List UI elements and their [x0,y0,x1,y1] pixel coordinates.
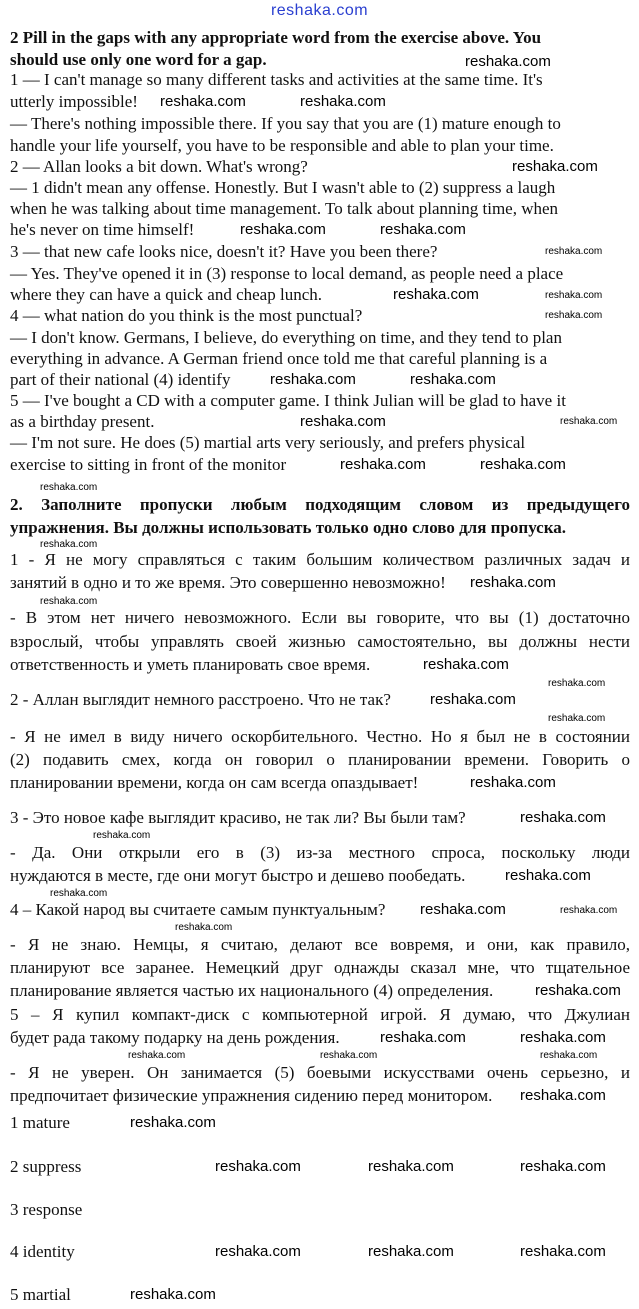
answer-item: 3 response [10,1200,83,1219]
watermark: reshaka.com [470,574,556,591]
text-line-en: — There's nothing impossible there. If you say that you are (1) mature enough to [10,114,561,133]
watermark: reshaka.com [535,982,621,999]
text-line-en: — 1 didn't mean any offense. Honestly. But I wasn't able to (2) suppress a laugh [10,178,556,197]
text-line-ru: занятий в одно и то же время. Это совершенно невозможно! [10,573,446,592]
text-line-ru: планируют все заранее. Немецкий друг однажды сказал мне, что тщательное [10,958,630,977]
text-line-en: exercise to sitting in front of the monitor [10,455,287,474]
text-line-ru: 1 - Я не могу справляться с таким большим количеством различных задач и [10,550,630,569]
text-line-en: — I don't know. Germans, I believe, do everything on time, and they tend to plan [10,328,562,347]
text-line-ru: нуждаются в месте, где они могут быстро и дешево пообедать. [10,866,466,885]
watermark: reshaka.com [130,1114,216,1131]
watermark: reshaka.com [545,246,603,257]
watermark: reshaka.com [393,286,479,303]
text-line-en: 1 — I can't manage so many different tasks and activities at the same time. It's [10,70,543,89]
text-line-ru: - Я не знаю. Немцы, я считаю, делают все вовремя, и они, как правило, [10,935,630,954]
text-line-en: everything in advance. A German friend once told me that careful planning is a [10,349,548,368]
text-line-en: 3 — that new cafe looks nice, doesn't it? Have you been there? [10,242,438,261]
exercise-title-en: 2 Pill in the gaps with any appropriate word from the exercise above. You [10,28,542,47]
exercise-title-ru: упражнения. Вы должны использовать только одно слово для пропуска. [10,518,567,537]
text-line-en: part of their national (4) identify [10,370,231,389]
watermark: reshaka.com [368,1243,454,1260]
watermark: reshaka.com [40,596,98,607]
exercise-title-ru: 2. Заполните пропуски любым подходящим словом из предыдущего [10,495,630,514]
header-watermark: reshaka.com [270,2,369,19]
text-line-ru: планирование является частью их национального (4) определения. [10,981,494,1000]
text-line-ru: 5 – Я купил компакт-диск с компьютерной игрой. Я думаю, что Джулиан [10,1005,630,1024]
watermark: reshaka.com [430,691,516,708]
watermark: reshaka.com [340,456,426,473]
watermark: reshaka.com [380,221,466,238]
text-line-en: handle your life yourself, you have to be responsible and able to plan your time. [10,136,554,155]
text-line-ru: - Я не уверен. Он занимается (5) боевыми искусствами очень серьезно, и [10,1063,630,1082]
watermark: reshaka.com [520,1087,606,1104]
text-line-ru: - Да. Они открыли его в (3) из-за местного спроса, поскольку люди [10,843,630,862]
watermark: reshaka.com [215,1243,301,1260]
text-line-en: he's never on time himself! [10,220,195,239]
text-line-ru: планировании времени, когда он сам всегда опаздывает! [10,773,419,792]
watermark: reshaka.com [410,371,496,388]
watermark: reshaka.com [240,221,326,238]
text-line-ru: 3 - Это новое кафе выглядит красиво, не так ли? Вы были там? [10,808,466,827]
watermark: reshaka.com [505,867,591,884]
text-line-ru: предпочитает физические упражнения сидению перед монитором. [10,1086,493,1105]
text-line-ru: взрослый, чтобы управлять своей жизнью самостоятельно, вы должны нести [10,632,630,651]
answer-item: 5 martial [10,1285,71,1304]
text-line-ru: - Я не имел в виду ничего оскорбительного. Честно. Но я был не в состоянии [10,727,630,746]
watermark: reshaka.com [520,1158,606,1175]
watermark: reshaka.com [470,774,556,791]
watermark: reshaka.com [420,901,506,918]
text-line-en: as a birthday present. [10,412,155,431]
watermark: reshaka.com [50,888,108,899]
watermark: reshaka.com [560,416,618,427]
answer-item: 2 suppress [10,1157,82,1176]
text-line-en: 2 — Allan looks a bit down. What's wrong? [10,157,308,176]
watermark: reshaka.com [512,158,598,175]
exercise-title-en: should use only one word for a gap. [10,50,267,69]
watermark: reshaka.com [300,93,386,110]
watermark: reshaka.com [423,656,509,673]
watermark: reshaka.com [215,1158,301,1175]
watermark: reshaka.com [545,290,603,301]
watermark: reshaka.com [480,456,566,473]
text-line-ru: 4 – Какой народ вы считаете самым пунктуальным? [10,900,386,919]
watermark: reshaka.com [380,1029,466,1046]
text-line-en: where they can have a quick and cheap lunch. [10,285,322,304]
watermark: reshaka.com [128,1050,186,1061]
text-line-ru: (2) подавить смех, когда он говорил о планировании времени. Говорить о [10,750,630,769]
watermark: reshaka.com [548,713,606,724]
watermark: reshaka.com [320,1050,378,1061]
text-line-en: 4 — what nation do you think is the most punctual? [10,306,363,325]
text-line-ru: 2 - Аллан выглядит немного расстроено. Что не так? [10,690,391,709]
text-line-en: — Yes. They've opened it in (3) response to local demand, as people need a place [10,264,564,283]
text-line-en: 5 — I've bought a CD with a computer game. I think Julian will be glad to have it [10,391,566,410]
watermark: reshaka.com [520,809,606,826]
watermark: reshaka.com [520,1029,606,1046]
watermark: reshaka.com [545,310,603,321]
watermark: reshaka.com [40,482,98,493]
watermark: reshaka.com [560,905,618,916]
text-line-en: — I'm not sure. He does (5) martial arts very seriously, and prefers physical [10,433,526,452]
text-line-ru: будет рада такому подарку на день рождения. [10,1028,340,1047]
watermark: reshaka.com [40,539,98,550]
text-line-ru: - В этом нет ничего невозможного. Если вы говорите, что вы (1) достаточно [10,608,630,627]
text-line-en: when he was talking about time management. To talk about planning time, when [10,199,559,218]
watermark: reshaka.com [540,1050,598,1061]
answer-item: 4 identity [10,1242,75,1261]
watermark: reshaka.com [160,93,246,110]
answer-item: 1 mature [10,1113,70,1132]
watermark: reshaka.com [270,371,356,388]
watermark: reshaka.com [130,1286,216,1303]
watermark: reshaka.com [300,413,386,430]
text-line-en: utterly impossible! [10,92,138,111]
watermark: reshaka.com [520,1243,606,1260]
text-line-ru: ответственность и уметь планировать свое время. [10,655,371,674]
watermark: reshaka.com [93,830,151,841]
watermark: reshaka.com [548,678,606,689]
watermark: reshaka.com [465,53,551,70]
watermark: reshaka.com [368,1158,454,1175]
watermark: reshaka.com [175,922,233,933]
